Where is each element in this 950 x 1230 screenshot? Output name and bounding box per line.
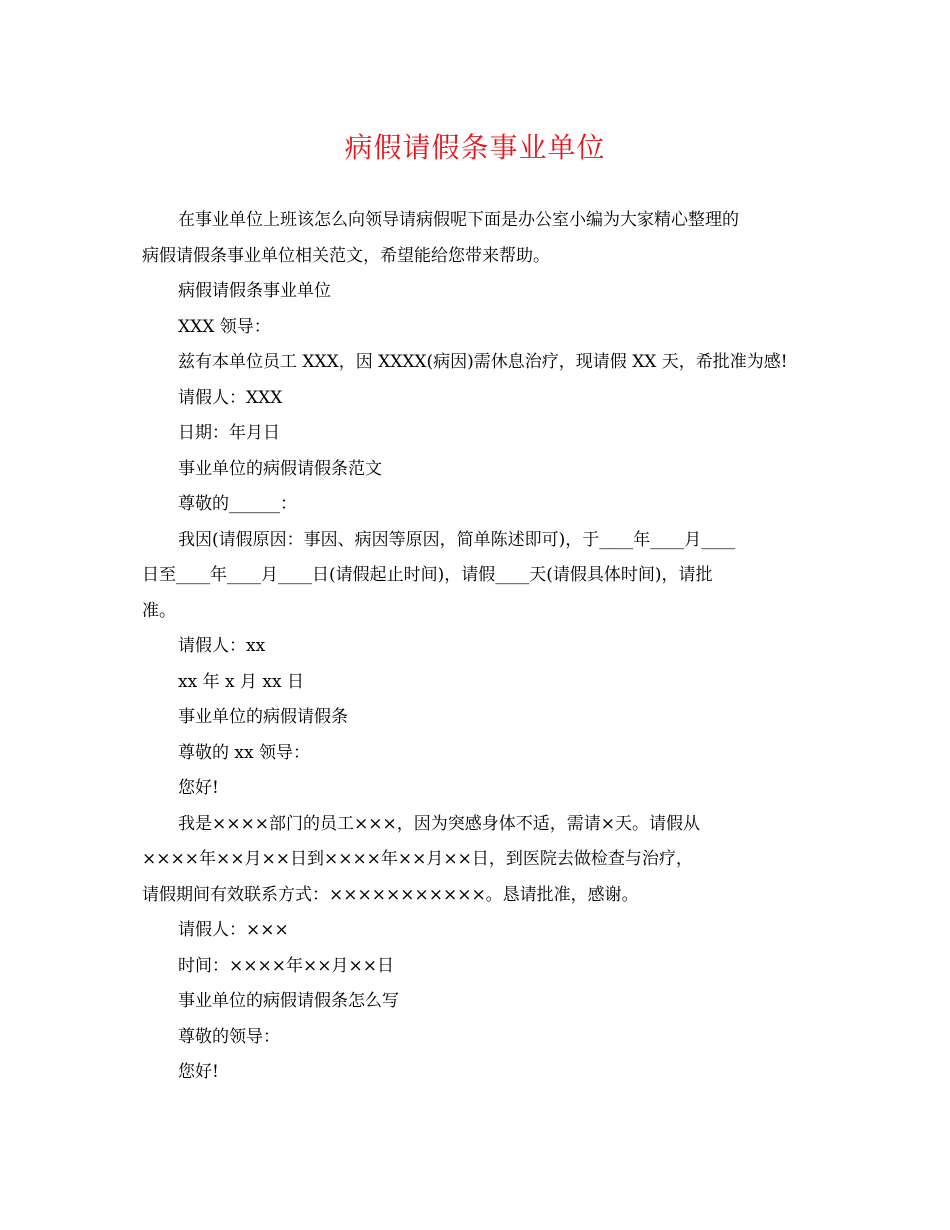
paragraph-line: 我是××××部门的员工×××，因为突感身体不适，需请×天。请假从 [178, 813, 700, 834]
paragraph-line: 兹有本单位员工 XXX，因 XXXX(病因)需休息治疗，现请假 XX 天，希批准为感! [178, 352, 788, 372]
paragraph-line: 尊敬的 xx 领导： [178, 742, 310, 763]
paragraph-line: 在事业单位上班该怎么向领导请病假呢下面是办公室小编为大家精心整理的 [178, 210, 739, 230]
paragraph [142, 310, 812, 346]
paragraph [142, 487, 812, 523]
paragraph [142, 452, 812, 488]
paragraph [142, 523, 812, 630]
paragraph [142, 771, 812, 807]
paragraph [142, 1055, 812, 1091]
paragraph-line: 尊敬的______： [178, 494, 297, 514]
paragraph-line: 请假期间有效联系方式：×××××××××××。恳请批准，感谢。 [142, 884, 639, 905]
paragraph-line: 事业单位的病假请假条 [178, 707, 348, 727]
paragraph-line: 您好! [178, 1062, 219, 1082]
paragraph-line: 我因(请假原因：事因、病因等原因，简单陈述即可)，于____年____月____ [178, 529, 736, 550]
paragraph [142, 381, 812, 417]
page-title: 病假请假条事业单位 [344, 131, 606, 164]
paragraph [142, 629, 812, 665]
paragraph-line: 病假请假条事业单位相关范文，希望能给您带来帮助。 [142, 245, 550, 266]
paragraph [142, 736, 812, 772]
paragraph-line: ××××年××月××日到××××年××月××日，到医院去做检查与治疗， [142, 849, 693, 869]
paragraph-line: 请假人：xx [178, 636, 266, 656]
paragraph-line: 尊敬的领导： [178, 1026, 280, 1047]
paragraph [142, 913, 812, 949]
paragraph [142, 1020, 812, 1056]
paragraph [142, 203, 812, 274]
paragraph-line: 请假人：××× [178, 920, 289, 940]
paragraph [142, 700, 812, 736]
paragraph-line: 请假人：XXX [178, 387, 283, 408]
paragraph-line: 时间：××××年××月××日 [178, 955, 394, 976]
paragraph [142, 416, 812, 452]
paragraph-line: xx 年 x 月 xx 日 [178, 671, 304, 692]
paragraph-line: 您好! [178, 778, 219, 798]
paragraph-line: 病假请假条事业单位 [178, 281, 331, 301]
paragraph [142, 807, 812, 914]
paragraph-line: 准。 [142, 600, 176, 621]
paragraph [142, 345, 812, 381]
paragraph [142, 274, 812, 310]
document-body [142, 203, 812, 1091]
paragraph-line: XXX 领导： [178, 316, 271, 337]
paragraph [142, 949, 812, 985]
paragraph-line: 事业单位的病假请假条范文 [178, 458, 382, 479]
paragraph-line: 日至____年____月____日(请假起止时间)，请假____天(请假具体时间)，请批 [142, 565, 713, 585]
paragraph-line: 事业单位的病假请假条怎么写 [178, 991, 399, 1011]
paragraph-line: 日期：年月日 [178, 423, 280, 443]
paragraph [142, 665, 812, 701]
paragraph [142, 984, 812, 1020]
